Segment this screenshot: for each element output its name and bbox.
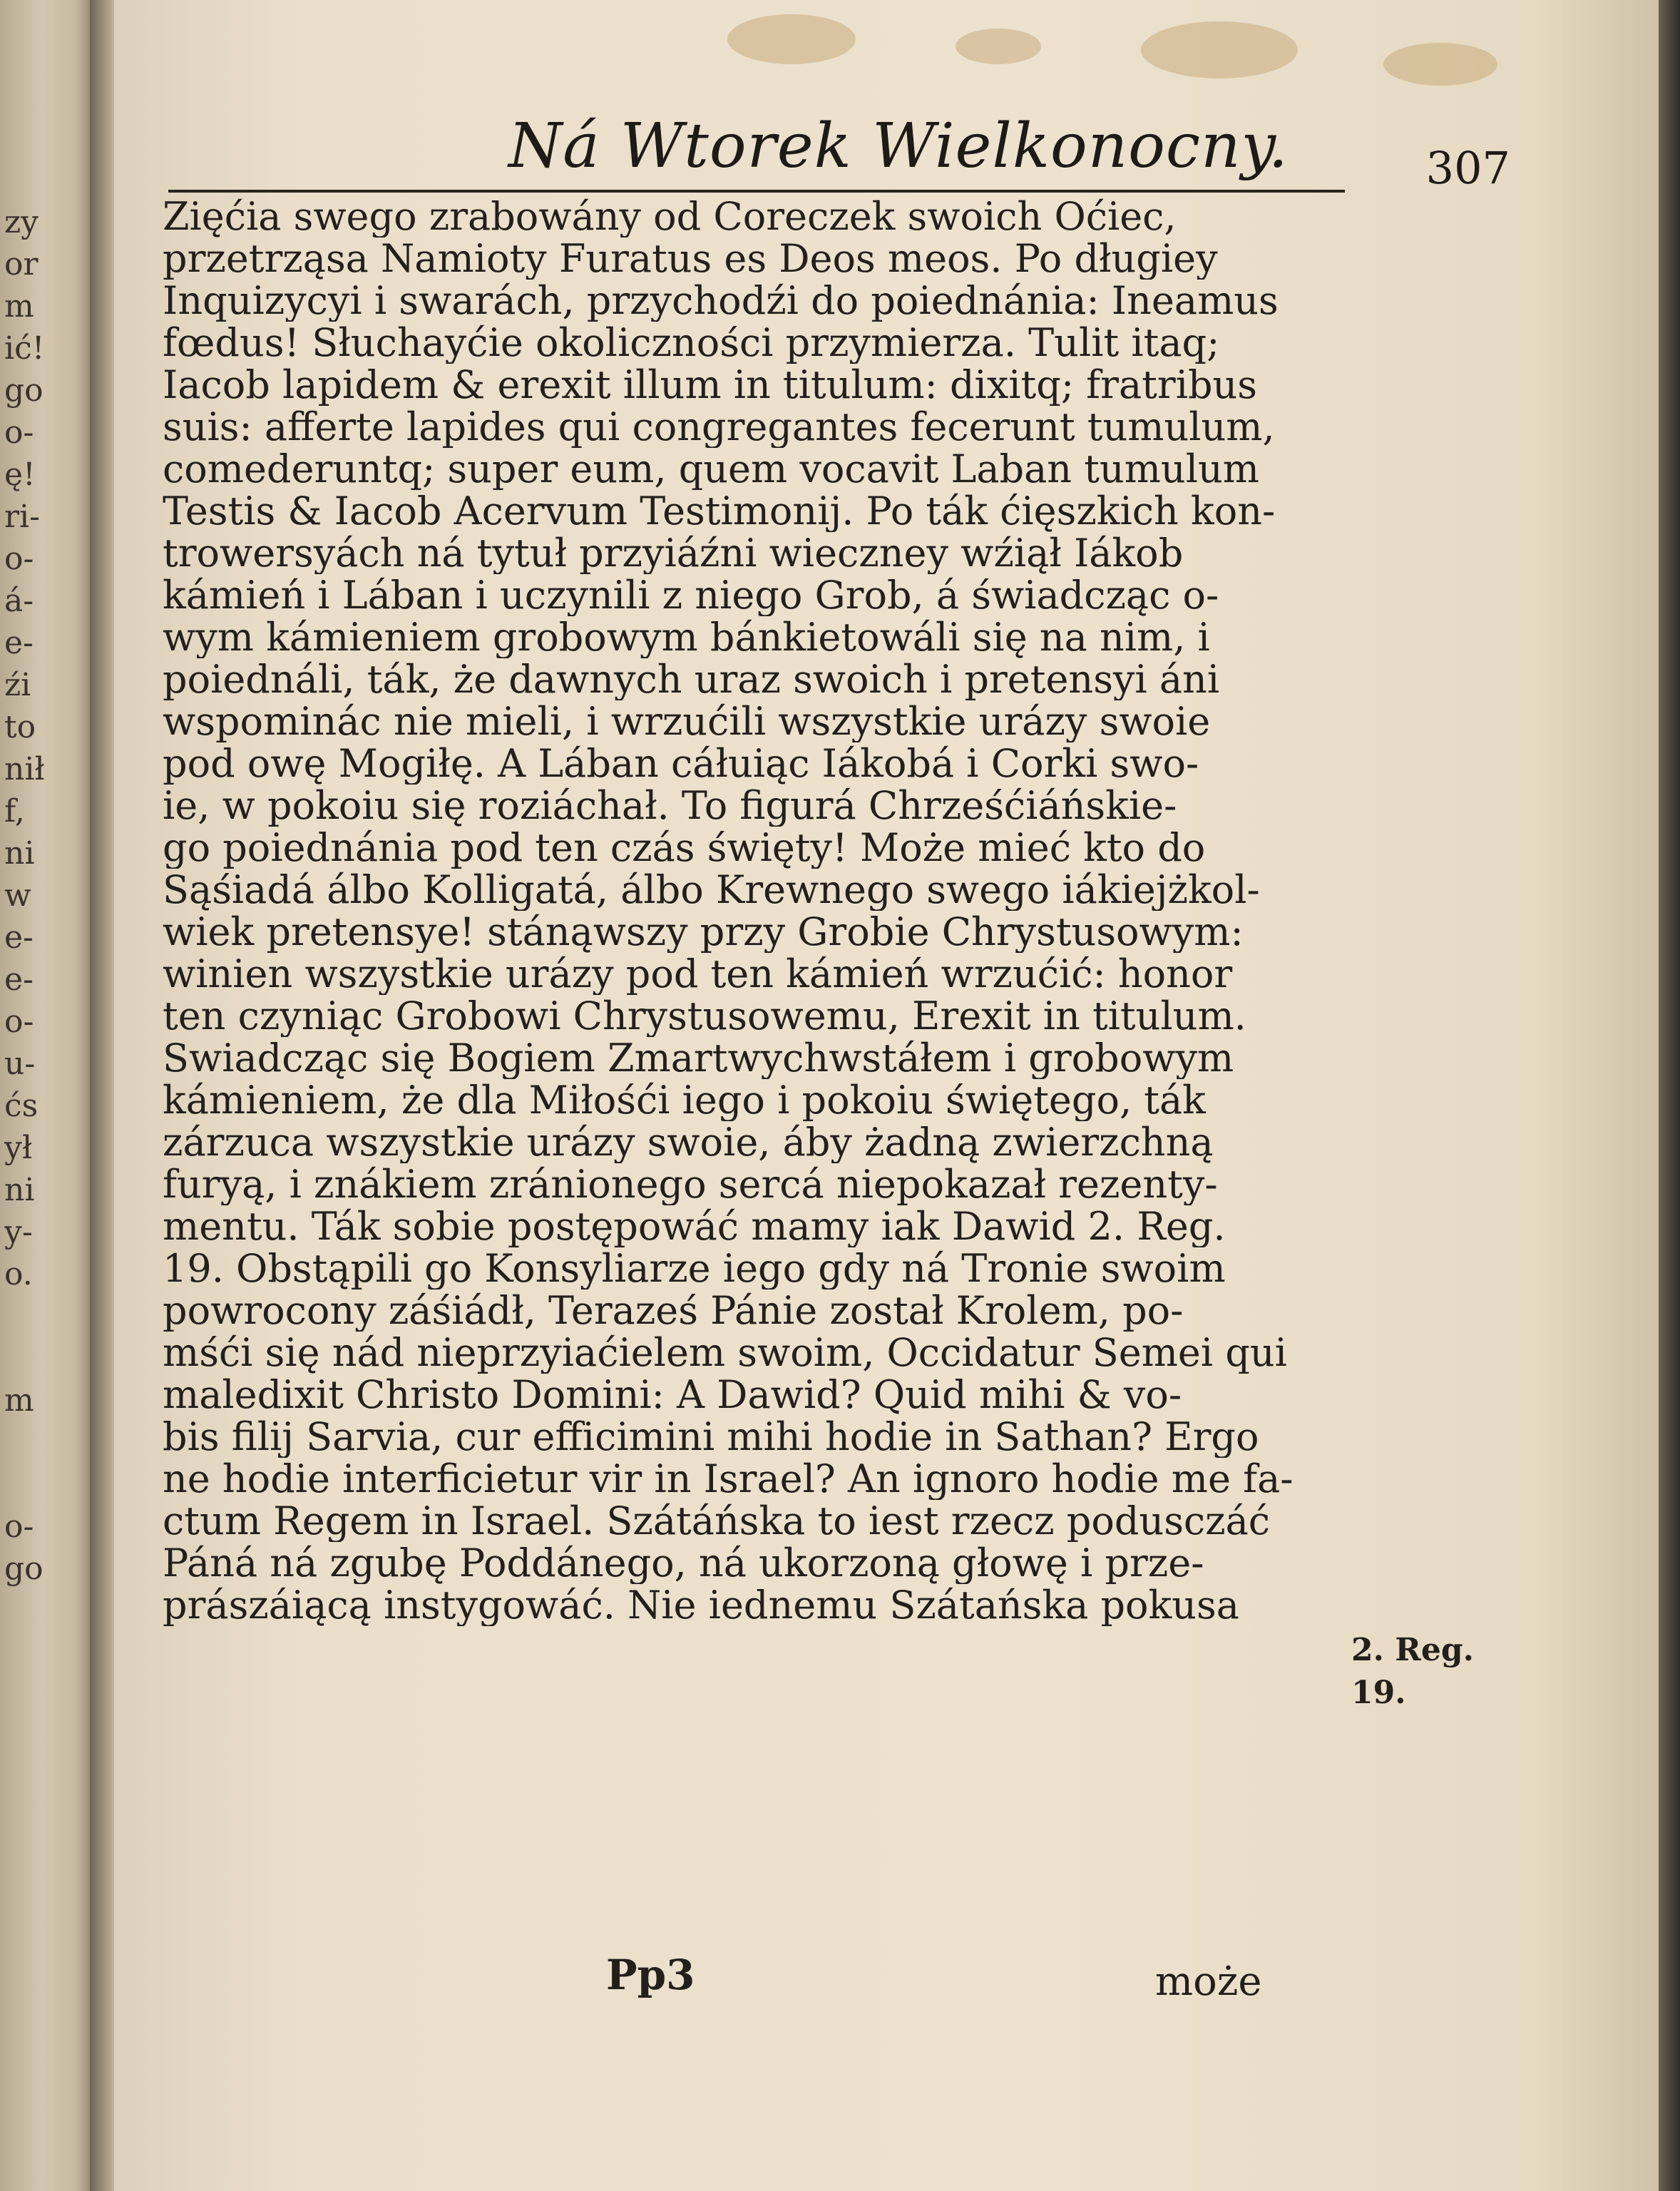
text-line: Swiadcząc się Bogiem Zmartwychwstáłem i grobowym — [163, 1037, 1234, 1079]
previous-page-fragment: go — [4, 1551, 43, 1587]
running-header: Ná Wtorek Wielkonocny. — [508, 111, 1289, 182]
previous-page-fragment: ni — [4, 1172, 35, 1208]
text-line: fœdus! Słuchayćie okoliczności przymierza. Tulit itaq; — [163, 322, 1220, 364]
previous-page-fragment: ri- — [4, 499, 40, 535]
paper-stain — [956, 29, 1041, 64]
text-line: bis filij Sarvia, cur efficimini mihi hodie in Sathan? Ergo — [163, 1416, 1259, 1458]
text-line: pod owę Mogiłę. A Lában cáłuiąc Iákobá i Corki swo- — [163, 742, 1199, 785]
text-line: kámieniem, że dla Miłośći iego i pokoiu świętego, ták — [163, 1079, 1206, 1121]
previous-page-fragment: nił — [4, 751, 45, 787]
previous-page-fragment: zy — [4, 204, 39, 240]
previous-page-fragment: to — [4, 709, 36, 745]
text-line: winien wszystkie urázy pod ten kámień wrzućić: honor — [163, 953, 1233, 995]
previous-page-fragment: e- — [4, 961, 34, 998]
previous-page-fragment: o. — [4, 1256, 33, 1292]
text-line: ie, w pokoiu się roziáchał. To figurá Chrześćiáńskie- — [163, 785, 1177, 827]
text-line: wspominác nie mieli, i wrzućili wszystkie urázy swoie — [163, 700, 1211, 742]
text-line: ten czyniąc Grobowi Chrystusowemu, Erexit in titulum. — [163, 995, 1246, 1037]
text-line: Iacob lapidem & erexit illum in titulum: dixitq; fratribus — [163, 364, 1258, 406]
text-line: zárzuca wszystkie urázy swoie, áby żadną zwierzchną — [163, 1121, 1214, 1163]
previous-page-fragment: źi — [4, 667, 31, 703]
marginal-note: 2. Reg. 19. — [1351, 1632, 1474, 1711]
book-edge-shadow — [1659, 0, 1680, 2191]
previous-page-fragment: á- — [4, 583, 34, 619]
text-line: furyą, i znákiem zránionego sercá niepokazał rezenty- — [163, 1163, 1218, 1205]
previous-page-fragment: y- — [4, 1214, 33, 1250]
text-line: prászáiącą instygowáć. Nie iednemu Szátańska pokusa — [163, 1584, 1239, 1626]
text-line: poiednáli, ták, że dawnych uraz swoich i pretensyi áni — [163, 658, 1220, 700]
text-line: trowersyách ná tytuł przyiáźni wieczney wźiął Iákob — [163, 532, 1184, 574]
previous-page-fragment: m — [4, 1382, 34, 1419]
previous-page-fragment: w — [4, 877, 31, 914]
previous-page-fragment: o- — [4, 1508, 34, 1545]
text-line: ne hodie interficietur vir in Israel? An ignoro hodie me fa- — [163, 1458, 1294, 1500]
text-line: 19. Obstąpili go Konsyliarze iego gdy ná Tronie swoim — [163, 1247, 1226, 1289]
previous-page-fragment: ni — [4, 835, 35, 872]
text-line: comederuntq; super eum, quem vocavit Laban tumulum — [163, 448, 1259, 490]
text-line: powrocony záśiádł, Teraześ Pánie został Krolem, po- — [163, 1289, 1184, 1332]
previous-page-fragment: go — [4, 372, 43, 409]
text-line: Testis & Iacob Acervum Testimonij. Po ták ćięszkich kon- — [163, 490, 1276, 532]
text-line: Sąśiadá álbo Kolligatá, álbo Krewnego swego iákiejżkol- — [163, 869, 1260, 911]
text-line: wym kámieniem grobowym bánkietowáli się na nim, i — [163, 616, 1210, 658]
paper-stain — [727, 14, 856, 64]
previous-page-fragment: ę! — [4, 456, 36, 493]
catchword: może — [1155, 1958, 1262, 2005]
previous-page-fragment — [4, 1295, 90, 1337]
previous-page-fragment: u- — [4, 1046, 36, 1082]
previous-page-fragment — [4, 1464, 90, 1506]
previous-page-fragment: or — [4, 246, 39, 282]
body-text-block — [163, 195, 1361, 1626]
paper-stain — [1141, 21, 1298, 78]
signature-mark: Pp3 — [606, 1951, 695, 1999]
header-rule — [168, 190, 1345, 193]
previous-page-fragment: o- — [4, 414, 34, 451]
page-number: 307 — [1425, 142, 1510, 194]
previous-page-text-fragments — [4, 201, 90, 1590]
text-line: maledixit Christo Domini: A Dawid? Quid mihi & vo- — [163, 1374, 1182, 1416]
text-line: ctum Regem in Israel. Szátáńska to iest rzecz podusczáć — [163, 1500, 1271, 1542]
text-line: mśći się nád nieprzyiaćielem swoim, Occidatur Semei qui — [163, 1332, 1287, 1374]
text-line: wiek pretensye! stánąwszy przy Grobie Chrystusowym: — [163, 911, 1244, 953]
previous-page-fragment: ćs — [4, 1088, 39, 1124]
text-line: przetrząsa Namioty Furatus es Deos meos. Po długiey — [163, 238, 1218, 280]
text-line: Inquizycyi i swarách, przychodźi do poiednánia: Ineamus — [163, 280, 1279, 322]
paper-stain — [1383, 43, 1497, 86]
previous-page-fragment: e- — [4, 625, 34, 661]
text-line: kámień i Lában i uczynili z niego Grob, á świadcząc o- — [163, 574, 1219, 616]
text-line: mentu. Ták sobie postępowáć mamy iak Dawid 2. Reg. — [163, 1205, 1226, 1247]
previous-page-fragment: o- — [4, 541, 34, 577]
previous-page-fragment — [4, 1337, 90, 1379]
previous-page-fragment: ić! — [4, 330, 45, 367]
text-line: Zięćia swego zrabowány od Coreczek swoich Oćiec, — [163, 195, 1177, 238]
previous-page-edge — [0, 0, 94, 2191]
text-line: Páná ná zgubę Poddánego, ná ukorzoną głowę i prze- — [163, 1542, 1204, 1584]
previous-page-fragment: ył — [4, 1130, 33, 1166]
previous-page-fragment: e- — [4, 919, 34, 956]
text-line: go poiednánia pod ten czás święty! Może mieć kto do — [163, 827, 1206, 869]
previous-page-fragment: f, — [4, 793, 25, 829]
previous-page-fragment: m — [4, 288, 34, 325]
text-line: suis: afferte lapides qui congregantes fecerunt tumulum, — [163, 406, 1275, 448]
previous-page-fragment — [4, 1421, 90, 1464]
previous-page-fragment: o- — [4, 1003, 34, 1040]
